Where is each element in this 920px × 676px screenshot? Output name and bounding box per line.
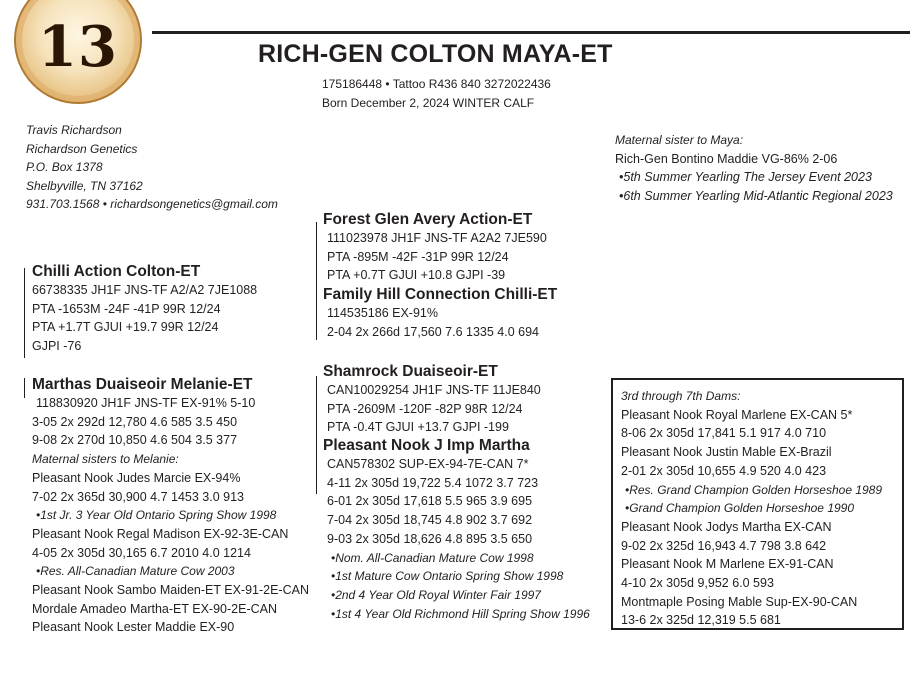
honor-note: •Grand Champion Golden Horseshoe 1990 bbox=[625, 501, 855, 516]
ancestral-dam-entry: Pleasant Nook Jodys Martha EX-CAN bbox=[621, 519, 832, 534]
maternal-sister-note: •6th Summer Yearling Mid-Atlantic Regional 2023 bbox=[619, 188, 893, 203]
dam-dam-detail: 9-03 2x 305d 18,626 4.8 895 3.5 650 bbox=[327, 531, 533, 546]
maternal-sister-entry: Pleasant Nook Sambo Maiden-ET EX-91-2E-CAN bbox=[32, 583, 309, 598]
honor-note: •1st 4 Year Old Richmond Hill Spring Show 1996 bbox=[331, 606, 590, 621]
dam-dam-detail: 6-01 2x 305d 17,618 5.5 965 3.9 695 bbox=[327, 494, 533, 509]
sire-detail: PTA -1653M -24F -41P 99R 12/24 bbox=[32, 301, 221, 316]
dam-name: Marthas Duaiseoir Melanie-ET bbox=[32, 376, 253, 393]
lot-number-badge bbox=[14, 0, 142, 104]
honor-note: •1st Jr. 3 Year Old Ontario Spring Show 1998 bbox=[36, 508, 277, 523]
sire-sire-detail: PTA -895M -42F -31P 99R 12/24 bbox=[327, 249, 509, 264]
dam-sire-detail: PTA -2609M -120F -82P 98R 12/24 bbox=[327, 401, 523, 416]
dam-detail: 118830920 JH1F JNS-TF EX-91% 5-10 bbox=[36, 396, 256, 410]
dam-dam-detail: CAN578302 SUP-EX-94-7E-CAN 7* bbox=[327, 457, 529, 471]
sire-name: Chilli Action Colton-ET bbox=[32, 263, 201, 280]
sire-sire-detail: 111023978 JH1F JNS-TF A2A2 7JE590 bbox=[327, 231, 547, 245]
maternal-sister-entry: Pleasant Nook Lester Maddie EX-90 bbox=[32, 620, 235, 635]
sire-detail: 66738335 JH1F JNS-TF A2/A2 7JE1088 bbox=[32, 283, 258, 297]
ancestral-dam-entry: 4-10 2x 305d 9,952 6.0 593 bbox=[621, 576, 774, 591]
breeder-farm: Richardson Genetics bbox=[26, 141, 138, 156]
maternal-sister-entry: Mordale Amadeo Martha-ET EX-90-2E-CAN bbox=[32, 601, 278, 616]
pedigree-bracket-left-dam bbox=[24, 378, 25, 398]
dam-dam-detail: 4-11 2x 305d 19,722 5.4 1072 3.7 723 bbox=[327, 475, 539, 490]
maternal-sisters-list bbox=[32, 469, 309, 637]
honor-note: •2nd 4 Year Old Royal Winter Fair 1997 bbox=[331, 587, 541, 602]
breeder-city: Shelbyville, TN 37162 bbox=[26, 178, 143, 193]
sire-sire-detail: PTA +0.7T GJUI +10.8 GJPI -39 bbox=[327, 268, 506, 283]
dam-detail: 3-05 2x 292d 12,780 4.6 585 3.5 450 bbox=[32, 414, 238, 429]
dam-sire-name: Shamrock Duaiseoir-ET bbox=[323, 363, 498, 380]
ancestral-dams-heading: 3rd through 7th Dams: bbox=[621, 389, 741, 403]
ancestral-dams-box bbox=[611, 378, 904, 630]
maternal-sister-name: Rich-Gen Bontino Maddie VG-86% 2-06 bbox=[615, 151, 838, 166]
sire-dam-detail: 2-04 2x 266d 17,560 7.6 1335 4.0 694 bbox=[327, 324, 539, 339]
ancestral-dam-entry: Montmaple Posing Mable Sup-EX-90-CAN bbox=[621, 594, 858, 609]
ancestral-dam-entry: Pleasant Nook M Marlene EX-91-CAN bbox=[621, 557, 834, 572]
pedigree-bracket-dam bbox=[316, 376, 317, 494]
honor-note: •Nom. All-Canadian Mature Cow 1998 bbox=[331, 550, 534, 565]
honor-note: •Res. Grand Champion Golden Horseshoe 1989 bbox=[625, 482, 883, 497]
maternal-sister-block bbox=[615, 131, 893, 205]
ancestral-dam-entry: 8-06 2x 305d 17,841 5.1 917 4.0 710 bbox=[621, 426, 827, 441]
dam-dam-detail: 7-04 2x 305d 18,745 4.8 902 3.7 692 bbox=[327, 513, 533, 528]
dam-sire-block bbox=[323, 363, 541, 437]
breeder-name: Travis Richardson bbox=[26, 123, 122, 137]
registration-line: 175186448 • Tattoo R436 840 3272022436 bbox=[322, 77, 551, 91]
honor-note: •Res. All-Canadian Mature Cow 2003 bbox=[36, 564, 235, 579]
lot-number: 13 bbox=[38, 14, 118, 80]
dam-detail: 9-08 2x 270d 10,850 4.6 504 3.5 377 bbox=[32, 433, 238, 448]
sire-dam-name: Family Hill Connection Chilli-ET bbox=[323, 286, 558, 303]
ancestral-dam-entry: 13-6 2x 325d 12,319 5.5 681 bbox=[621, 613, 781, 628]
maternal-sister-heading: Maternal sister to Maya: bbox=[615, 133, 744, 147]
dam-block bbox=[32, 376, 309, 637]
ancestral-dam-entry: 2-01 2x 305d 10,655 4.9 520 4.0 423 bbox=[621, 463, 827, 478]
maternal-sister-entry: Pleasant Nook Judes Marcie EX-94% bbox=[32, 470, 241, 485]
pedigree-bracket-left bbox=[24, 268, 25, 358]
pedigree-bracket-sire bbox=[316, 222, 317, 340]
sire-dam-block bbox=[323, 286, 557, 341]
dam-sire-detail: PTA -0.4T GJUI +13.7 GJPI -199 bbox=[327, 420, 509, 435]
maternal-sister-note: •5th Summer Yearling The Jersey Event 2023 bbox=[619, 170, 872, 185]
sire-detail: GJPI -76 bbox=[32, 339, 82, 354]
dam-dam-block bbox=[323, 437, 590, 623]
dam-dam-name: Pleasant Nook J Imp Martha bbox=[323, 437, 530, 454]
sire-dam-detail: 114535186 EX-91% bbox=[327, 306, 438, 320]
maternal-sisters-heading: Maternal sisters to Melanie: bbox=[32, 452, 179, 467]
animal-title: RICH-GEN COLTON MAYA-ET bbox=[258, 40, 613, 68]
sire-detail: PTA +1.7T GJUI +19.7 99R 12/24 bbox=[32, 320, 219, 335]
ancestral-dams-list bbox=[621, 406, 882, 630]
honor-note: •1st Mature Cow Ontario Spring Show 1998 bbox=[331, 569, 564, 584]
sire-sire-name: Forest Glen Avery Action-ET bbox=[323, 211, 533, 228]
maternal-sister-entry: 7-02 2x 365d 30,900 4.7 1453 3.0 913 bbox=[32, 489, 244, 504]
dam-dam-details bbox=[323, 455, 590, 623]
header-rule bbox=[152, 31, 910, 34]
breeder-phone-email: 931.703.1568 • richardsongenetics@gmail.com bbox=[26, 197, 278, 212]
ancestral-dam-entry: 9-02 2x 325d 16,943 4.7 798 3.8 642 bbox=[621, 538, 827, 553]
maternal-sister-entry: 4-05 2x 305d 30,165 6.7 2010 4.0 1214 bbox=[32, 545, 251, 560]
dam-sire-detail: CAN10029254 JH1F JNS-TF 11JE840 bbox=[327, 383, 541, 397]
ancestral-dam-entry: Pleasant Nook Royal Marlene EX-CAN 5* bbox=[621, 407, 853, 422]
breeder-contact bbox=[26, 121, 278, 214]
birth-line: Born December 2, 2024 WINTER CALF bbox=[322, 96, 535, 110]
maternal-sister-entry: Pleasant Nook Regal Madison EX-92-3E-CAN bbox=[32, 526, 289, 541]
sire-sire-block bbox=[323, 211, 547, 285]
ancestral-dam-entry: Pleasant Nook Justin Mable EX-Brazil bbox=[621, 445, 832, 460]
breeder-address: P.O. Box 1378 bbox=[26, 160, 103, 175]
sire-block bbox=[32, 263, 257, 356]
